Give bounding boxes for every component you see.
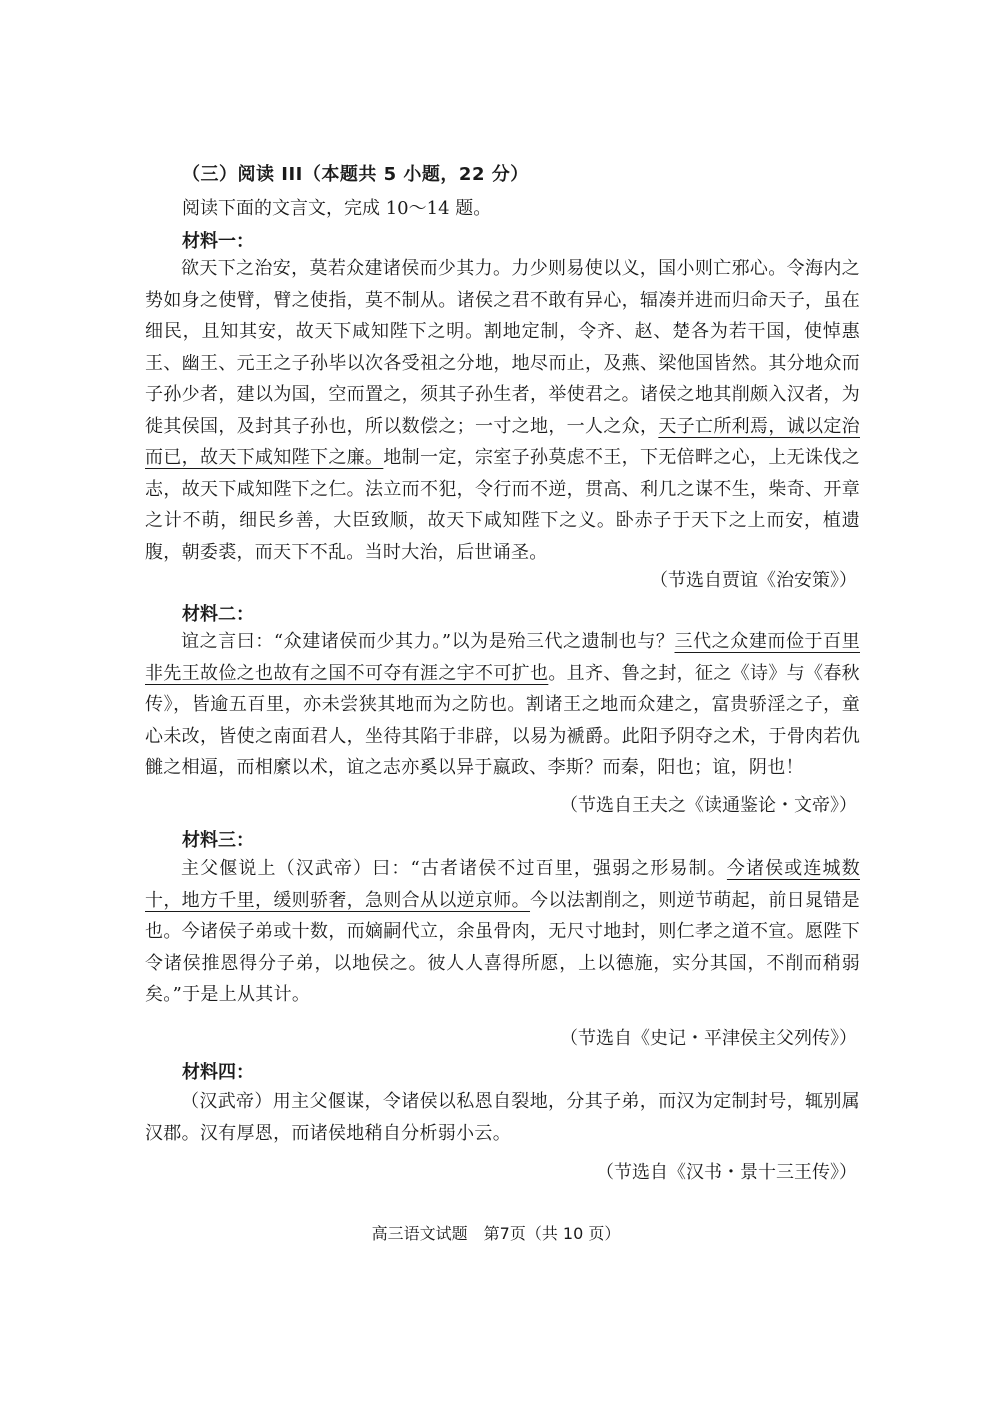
material-1-source: （节选自贾谊《治安策》）: [650, 570, 857, 591]
material-3-source: （节选自《史记・平津侯主父列传》）: [560, 1028, 857, 1049]
material-3-label: 材料三：: [182, 830, 254, 851]
material-1-text: [145, 253, 860, 568]
material-2-underlined-sentence: 三代之众建而俭于百里非先王故俭之也故有之国不可夺有涯之宇不可扩也: [145, 631, 860, 684]
section-instruction: 阅读下面的文言文，完成 10～14 题。: [182, 198, 492, 219]
section-title: （三）阅读 III（本题共 5 小题，22 分）: [182, 164, 529, 185]
material-1-underlined-sentence: 天子亡所利焉，诚以定治而已，故天下咸知陛下之廉。: [145, 415, 860, 468]
material-3-underlined-sentence: 今诸侯或连城数十，地方千里，缓则骄奢，急则合从以逆京师。: [145, 858, 860, 911]
material-4-label: 材料四：: [182, 1062, 254, 1083]
material-2-label: 材料二：: [182, 604, 254, 625]
material-2-text-b: 。且齐、鲁之封，征之《诗》与《春秋传》，皆逾五百里，亦未尝狭其地而为之防也。割诸王之地而众建之，富贵骄淫之子，童心未改，皆使之南面君人，坐待其陷于非辟，以易为褫爵。此阳予阴夺之术，于骨肉若仇雠之相逼，而相縻以术，谊之志亦奚以异于嬴政、李斯？而秦，阳也；谊，阴也！: [145, 662, 860, 778]
material-4-source: （节选自《汉书・景十三王传》）: [596, 1162, 857, 1183]
material-3-text-b: 今以法割削之，则逆节萌起，前日晁错是也。今诸侯子弟或十数，而嫡嗣代立，余虽骨肉，无尺寸地封，则仁孝之道不宣。愿陛下令诸侯推恩得分子弟，以地侯之。彼人人喜得所愿，上以德施，实分其国，不削而稍弱矣。”于是上从其计。: [145, 889, 860, 1005]
material-2-source: （节选自王夫之《读通鉴论・文帝》）: [560, 795, 857, 816]
material-1-text-a: 欲天下之治安，莫若众建诸侯而少其力。力少则易使以义，国小则亡邪心。令海内之势如身之使臂，臂之使指，莫不制从。诸侯之君不敢有异心，辐凑并进而归命天子，虽在细民，且知其安，故天下咸知陛下之明。割地定制，令齐、赵、楚各为若干国，使悼惠王、幽王、元王之子孙毕以次各受祖之分地，地尽而止，及燕、梁他国皆然。其分地众而子孙少者，建以为国，空而置之，须其子孙生者，举使君之。诸侯之地其削颇入汉者，为徙其侯国，及封其子孙也，所以数偿之；一寸之地，一人之众，: [145, 258, 860, 437]
material-1-label: 材料一：: [182, 231, 254, 252]
material-1-text-b: 地制一定，宗室子孙莫虑不王，下无倍畔之心，上无诛伐之志，故天下咸知陛下之仁。法立而不犯，令行而不逆，贯高、利几之谋不生，柴奇、开章之计不萌，细民乡善，大臣致顺，故天下咸知陛下之义。卧赤子于天下之上而安，植遗腹，朝委裘，而天下不乱。当时大治，后世诵圣。: [145, 447, 860, 563]
material-2-text: [145, 626, 860, 784]
material-3-text-a: 主父偃说上（汉武帝）曰：“古者诸侯不过百里，强弱之形易制。: [181, 858, 727, 879]
material-4-text: （汉武帝）用主父偃谋，令诸侯以私恩自裂地，分其子弟，而汉为定制封号，辄别属汉郡。汉有厚恩，而诸侯地稍自分析弱小云。: [145, 1091, 860, 1144]
faint-watermark-smudge: [418, 1098, 548, 1114]
material-3-text: [145, 853, 860, 1011]
material-2-text-a: 谊之言曰：“众建诸侯而少其力。”以为是殆三代之遗制也与？: [181, 631, 675, 652]
page-footer: 高三语文试题 第7页（共 10 页）: [371, 1224, 621, 1243]
